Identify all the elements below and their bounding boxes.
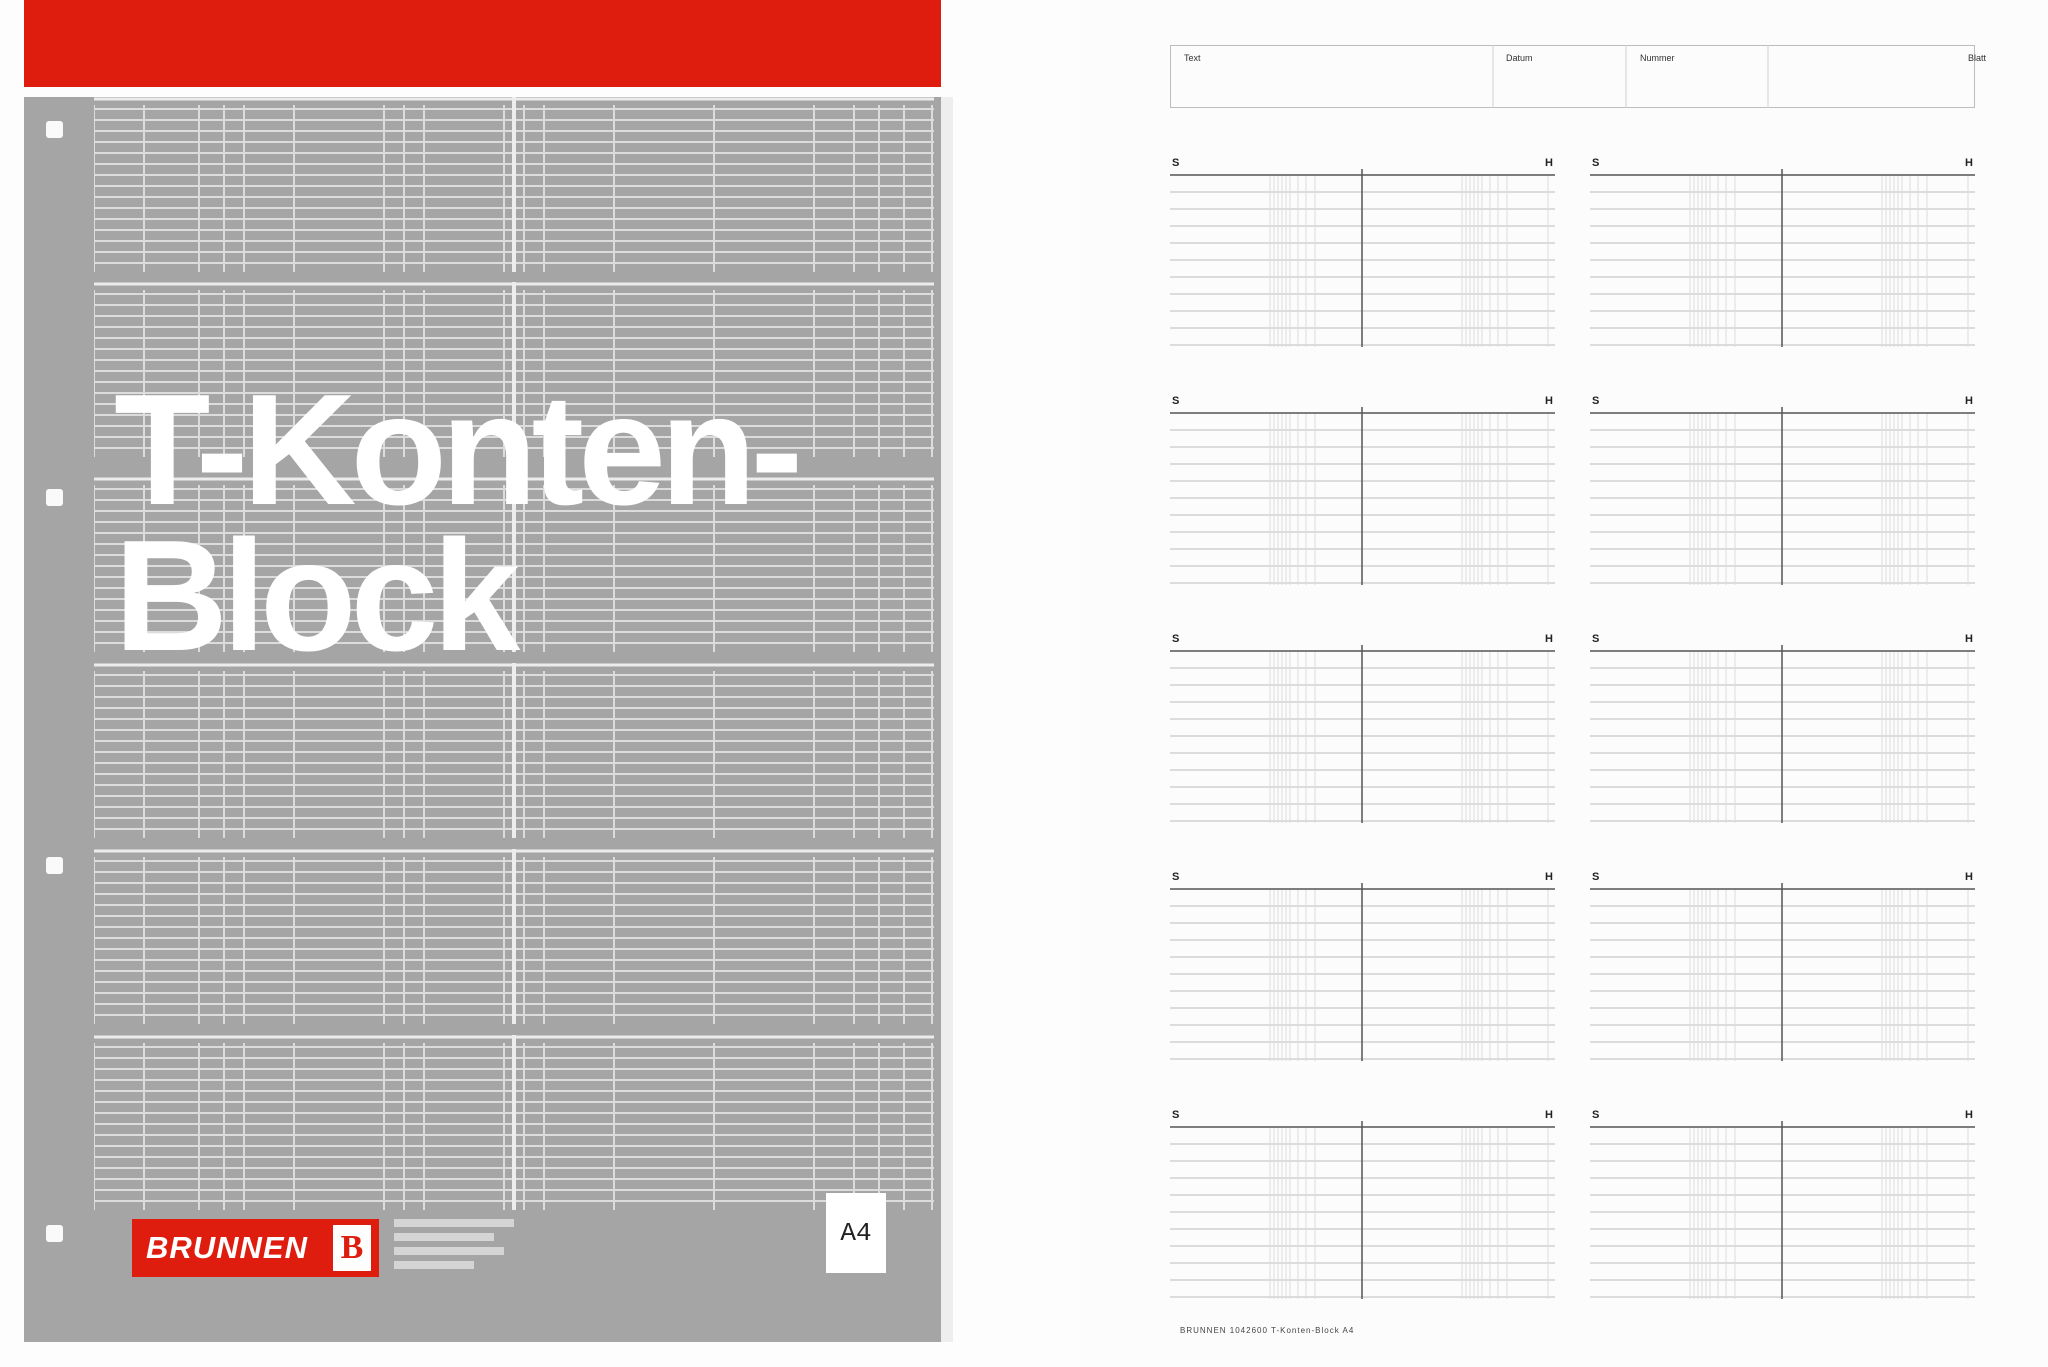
sheet-header bbox=[1170, 45, 1987, 108]
red-binding-strip bbox=[24, 0, 941, 87]
debit-label: S bbox=[1592, 633, 1600, 645]
t-account bbox=[1170, 157, 1555, 367]
punch-hole bbox=[46, 1225, 63, 1242]
t-account bbox=[1590, 1109, 1975, 1319]
credit-label: H bbox=[1965, 871, 1973, 883]
debit-label: S bbox=[1172, 157, 1180, 169]
cover-grid-block bbox=[94, 97, 934, 272]
brand-name: BRUNNEN bbox=[146, 1230, 308, 1265]
cover-grid-block bbox=[94, 1035, 934, 1210]
cover-grid-block bbox=[94, 663, 934, 838]
debit-label: S bbox=[1592, 871, 1600, 883]
credit-label: H bbox=[1545, 633, 1553, 645]
credit-label: H bbox=[1965, 157, 1973, 169]
t-account bbox=[1170, 395, 1555, 605]
cover-grid-block bbox=[94, 849, 934, 1024]
punch-hole bbox=[46, 857, 63, 874]
debit-label: S bbox=[1172, 871, 1180, 883]
brand-logo bbox=[132, 1219, 379, 1277]
brand-mark-icon: B bbox=[333, 1225, 371, 1271]
header-label-date: Datum bbox=[1506, 53, 1533, 63]
size-sticker: A4 bbox=[826, 1193, 886, 1273]
credit-label: H bbox=[1545, 1109, 1553, 1121]
header-label-number: Nummer bbox=[1640, 53, 1675, 63]
header-label-sheet: Blatt bbox=[1968, 53, 1987, 63]
t-account bbox=[1590, 871, 1975, 1081]
punch-hole bbox=[46, 121, 63, 138]
credit-label: H bbox=[1545, 395, 1553, 407]
t-account bbox=[1170, 1109, 1555, 1319]
credit-label: H bbox=[1545, 157, 1553, 169]
credit-label: H bbox=[1965, 1109, 1973, 1121]
cover-title bbox=[114, 362, 934, 684]
credit-label: H bbox=[1965, 633, 1973, 645]
cover-title-line2: Block bbox=[114, 508, 515, 684]
credit-label: H bbox=[1965, 395, 1973, 407]
t-account bbox=[1590, 395, 1975, 605]
cover-title-line1: T-Konten- bbox=[114, 362, 798, 538]
cover-panel bbox=[24, 97, 941, 1342]
sheet-edge bbox=[941, 97, 953, 1342]
t-account bbox=[1590, 633, 1975, 843]
sample-sheet bbox=[1080, 0, 2048, 1367]
t-account bbox=[1170, 871, 1555, 1081]
t-account bbox=[1170, 633, 1555, 843]
debit-label: S bbox=[1592, 157, 1600, 169]
debit-label: S bbox=[1172, 633, 1180, 645]
header-label-text: Text bbox=[1184, 53, 1201, 63]
t-account bbox=[1590, 157, 1975, 367]
product-info-block bbox=[394, 1219, 514, 1277]
debit-label: S bbox=[1172, 395, 1180, 407]
debit-label: S bbox=[1592, 395, 1600, 407]
debit-label: S bbox=[1172, 1109, 1180, 1121]
punch-hole bbox=[46, 489, 63, 506]
header-frame bbox=[1170, 45, 1975, 108]
debit-label: S bbox=[1592, 1109, 1600, 1121]
sheet-footer: BRUNNEN 1042600 T-Konten-Block A4 bbox=[1180, 1326, 1355, 1335]
credit-label: H bbox=[1545, 871, 1553, 883]
